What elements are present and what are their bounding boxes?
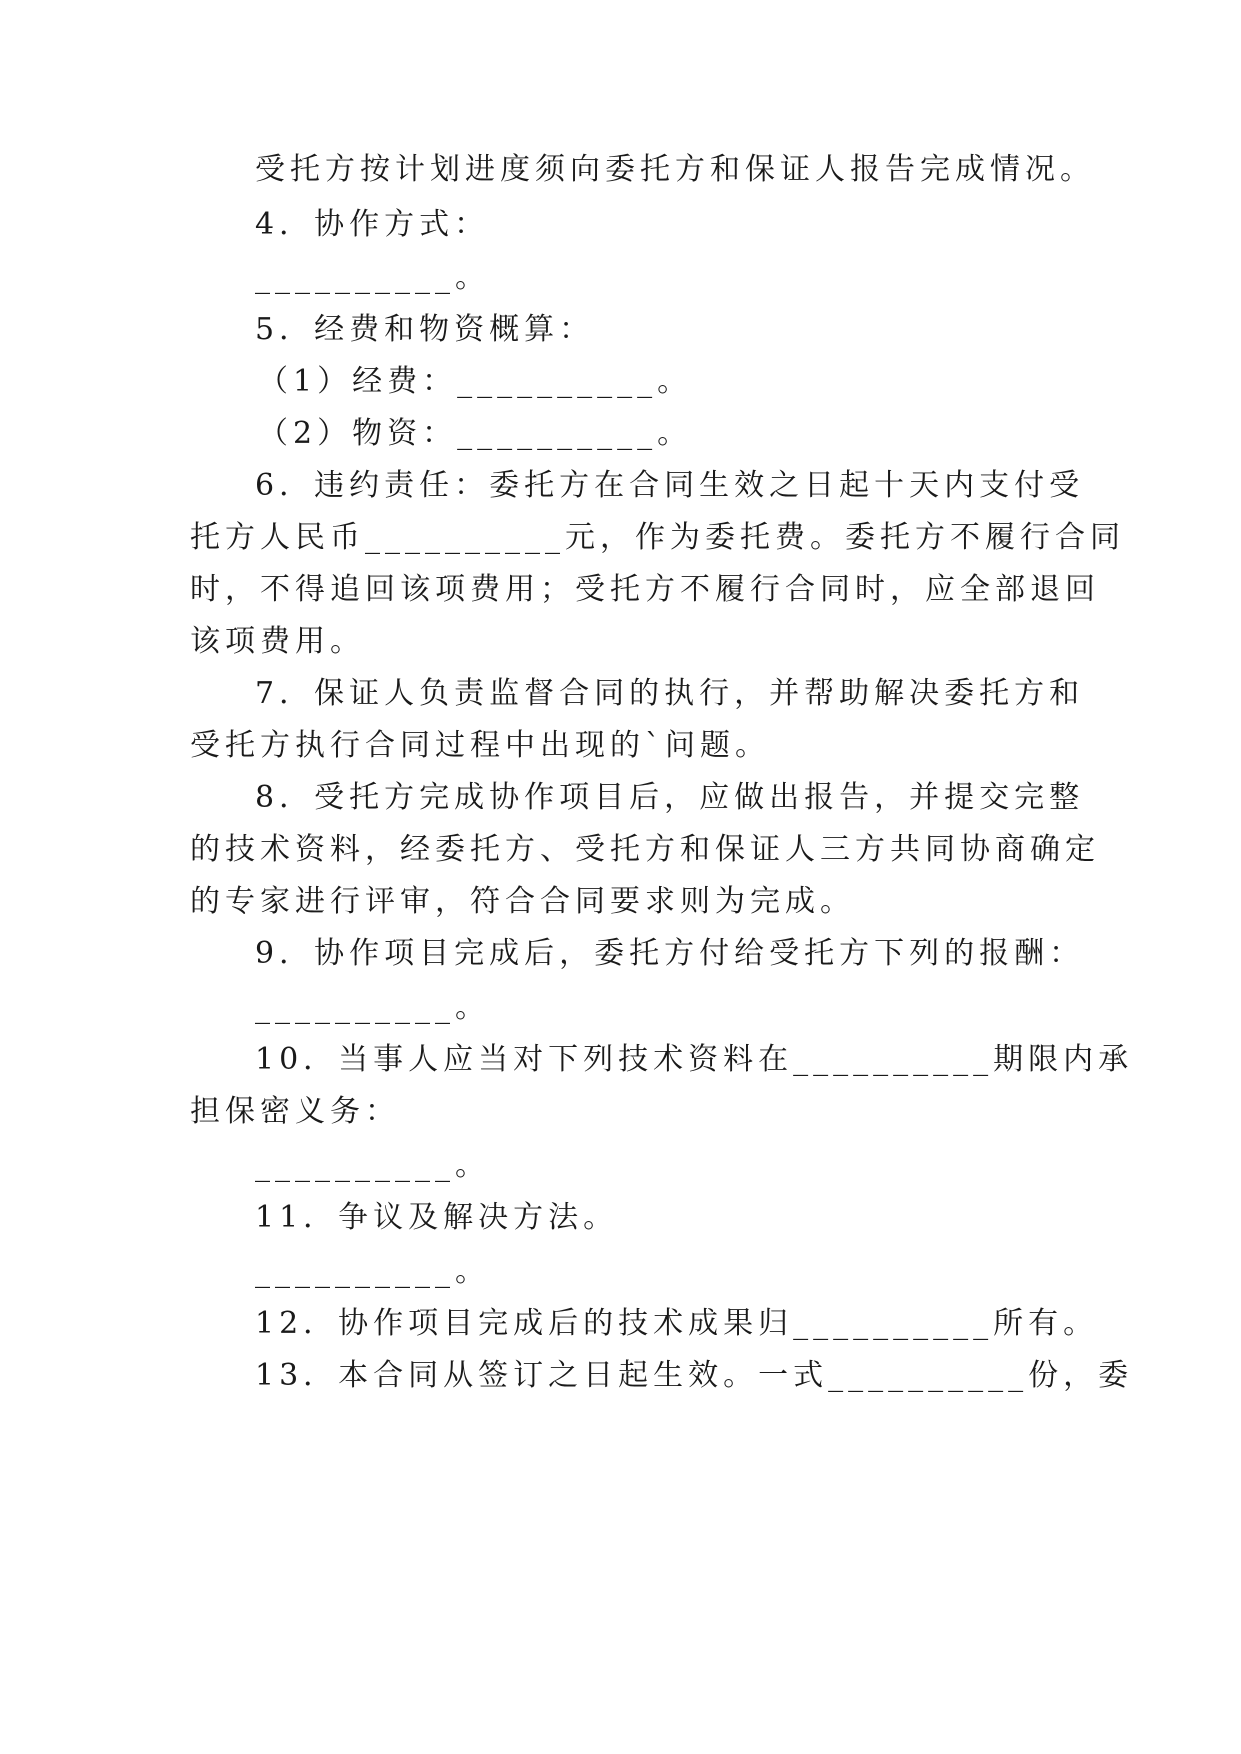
paragraph-line: 该项费用。 bbox=[190, 624, 365, 659]
paragraph-line: 担保密义务： bbox=[190, 1094, 400, 1129]
sub-item-line: （2）物资：__________。 bbox=[258, 416, 693, 451]
section-heading: 4．协作方式： bbox=[255, 207, 490, 242]
paragraph-line: 托方人民币__________元，作为委托费。委托方不履行合同 bbox=[190, 520, 1125, 555]
paragraph-line: 的专家进行评审，符合合同要求则为完成。 bbox=[190, 884, 855, 919]
blank-fill-line: __________。 bbox=[255, 260, 490, 295]
blank-fill-line: __________。 bbox=[255, 1254, 490, 1289]
paragraph-line: 8．受托方完成协作项目后，应做出报告，并提交完整 bbox=[255, 780, 1085, 815]
section-heading: 5．经费和物资概算： bbox=[255, 312, 595, 347]
paragraph-line: 时，不得追回该项费用；受托方不履行合同时，应全部退回 bbox=[190, 572, 1100, 607]
blank-fill-line: __________。 bbox=[255, 1148, 490, 1183]
paragraph-line: 7．保证人负责监督合同的执行，并帮助解决委托方和 bbox=[255, 676, 1085, 711]
paragraph-line: 受托方执行合同过程中出现的`问题。 bbox=[190, 728, 770, 763]
sub-item-line: （1）经费：__________。 bbox=[258, 364, 693, 399]
section-heading: 11．争议及解决方法。 bbox=[255, 1200, 619, 1235]
paragraph-line: 受托方按计划进度须向委托方和保证人报告完成情况。 bbox=[255, 152, 1095, 187]
paragraph-line: 13．本合同从签订之日起生效。一式__________份，委 bbox=[255, 1358, 1134, 1393]
paragraph-line: 9．协作项目完成后，委托方付给受托方下列的报酬： bbox=[255, 936, 1085, 971]
blank-fill-line: __________。 bbox=[255, 990, 490, 1025]
paragraph-line: 12．协作项目完成后的技术成果归__________所有。 bbox=[255, 1306, 1099, 1341]
paragraph-line: 10．当事人应当对下列技术资料在__________期限内承 bbox=[255, 1042, 1134, 1077]
paragraph-line: 的技术资料，经委托方、受托方和保证人三方共同协商确定 bbox=[190, 832, 1100, 867]
paragraph-line: 6．违约责任：委托方在合同生效之日起十天内支付受 bbox=[255, 468, 1085, 503]
